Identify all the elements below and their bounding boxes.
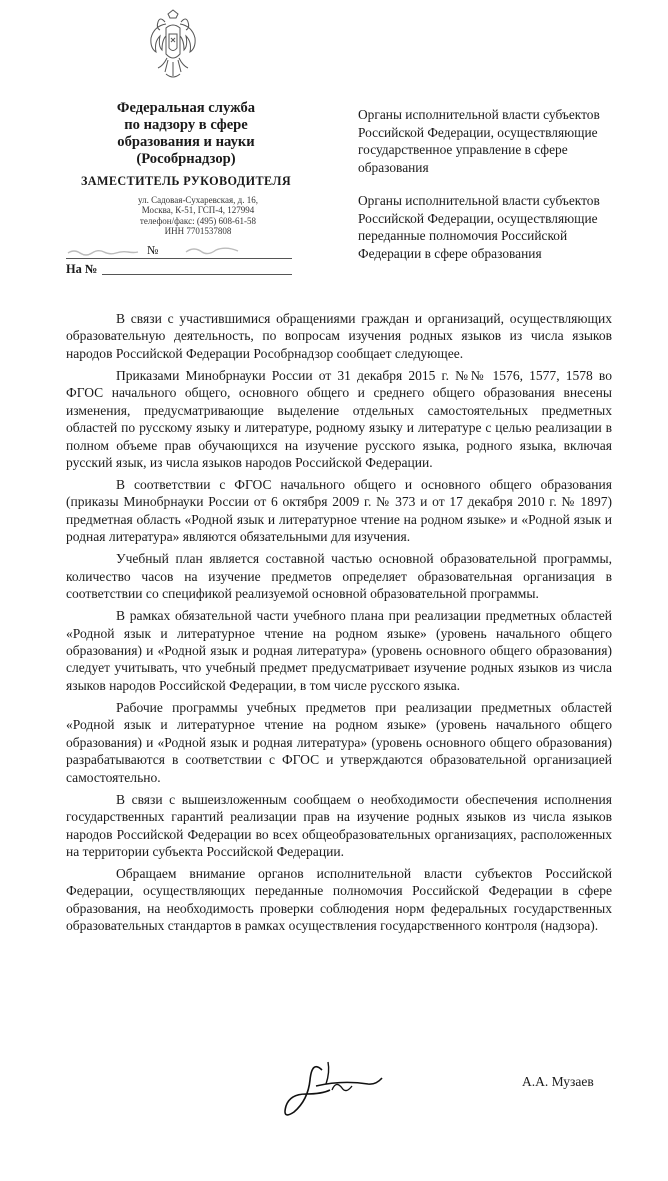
registration-underline — [66, 258, 292, 259]
handwritten-signature — [272, 1050, 392, 1126]
addressee-block — [358, 192, 628, 262]
letter-body — [66, 310, 612, 939]
body-paragraph: Рабочие программы учебных предметов при реализации предметных областей «Родной язык и литературное чтение на родном языке» (уровень начального общего образования) и «Родной язык и родная литература» (уровень основного общего образования) разрабатываются в соответствии с ФГОС и утверждаются образовательной организацией самостоятельно. — [66, 699, 612, 785]
body-paragraph: В связи с участившимися обращениями граждан и организаций, осуществляющих образовательную деятельность, по вопросам изучения родных языков из числа языков народов Российской Федерации Рособрнадзор сообщает следующее. — [66, 311, 612, 361]
body-paragraph: В рамках обязательной части учебного плана при реализации предметных областей «Родной язык и литературное чтение на родном языке» (уровень начального общего образования) и «Родной язык и родная литература» (уровень основного общего образования) следует учитывать, что учебный предмет предусматривает изучение родных языков из числа языков народов Российской Федерации, в том числе русского языка. — [66, 608, 612, 693]
agency-name — [80, 100, 292, 168]
body-paragraph: Учебный план является составной частью основной образовательной программы, количество часов на изучение предметов определяет образовательная организация в соответствии со спецификой реализуемой основной образовательной программы. — [66, 551, 612, 602]
reply-to-label: На № — [66, 262, 98, 276]
registration-number-label: № — [147, 243, 159, 257]
addressee-text: Органы исполнительной власти субъектов Российской Федерации, осуществляющие государственное управление в сфере образования — [358, 107, 600, 175]
addressee-text: Органы исполнительной власти субъектов Российской Федерации, осуществляющие переданные полномочия Российской Федерации в сфере образования — [358, 193, 600, 261]
agency-name-line: образования и науки — [117, 134, 255, 150]
address-line: телефон/факс: (495) 608-61-58 — [139, 215, 257, 226]
reply-to-underline — [102, 274, 292, 275]
position-title: ЗАМЕСТИТЕЛЬ РУКОВОДИТЕЛЯ — [80, 174, 292, 188]
addressee-block — [358, 106, 628, 176]
signer-name: А.А. Музаев — [522, 1074, 594, 1089]
agency-name-line: Федеральная служба — [116, 100, 256, 116]
address-line: ул. Садовая-Сухаревская, д. 16, — [138, 195, 258, 205]
body-paragraph: В соответствии с ФГОС начального общего и основного общего образования (приказы Минобрнауки России от 6 октября 2009 г. № 373 и от 17 декабря 2010 г. № 1897) предметная область «Родной язык и литературное чтение на родном языке» и «Родной язык и родная литература» являются обязательными для изучения. — [66, 477, 612, 545]
address-line: Москва, К-51, ГСП-4, 127994 — [141, 205, 255, 216]
address-line: ИНН 7701537808 — [164, 225, 232, 236]
agency-address — [100, 195, 296, 236]
agency-name-line: (Рособрнадзор) — [136, 151, 236, 167]
registration-line — [66, 244, 292, 260]
body-paragraph: Приказами Минобрнауки России от 31 декабря 2015 г. №№ 1576, 1577, 1578 во ФГОС начального общего, основного общего и среднего общего образования внесены изменения, предусматривающие выделение отдельных самостоятельных предметных областей по русскому языку и литературе, родному языку и литературе с целью реализации в полном объеме прав обучающихся на изучение русского языка, родного языка, включая русский язык, из числа языков народов Российской Федерации. — [66, 367, 612, 470]
agency-name-line: по надзору в сфере — [124, 117, 248, 133]
body-paragraph: Обращаем внимание органов исполнительной власти субъектов Российской Федерации, осуществляющих переданные полномочия Российской Федерации в сфере образования, на необходимость проверки соблюдения норм федеральных государственных образовательных стандартов в рамках осуществления государственного контроля (надзора). — [66, 866, 612, 934]
body-paragraph: В связи с вышеизложенным сообщаем о необходимости обеспечения исполнения государственных гарантий реализации прав на изучение родных языков из числа языков народов Российской Федерации во всех общеобразовательных организациях, расположенных на территории субъекта Российской Федерации. — [66, 791, 612, 859]
russian-coat-of-arms-icon — [148, 8, 198, 84]
reply-to-line — [66, 262, 292, 278]
